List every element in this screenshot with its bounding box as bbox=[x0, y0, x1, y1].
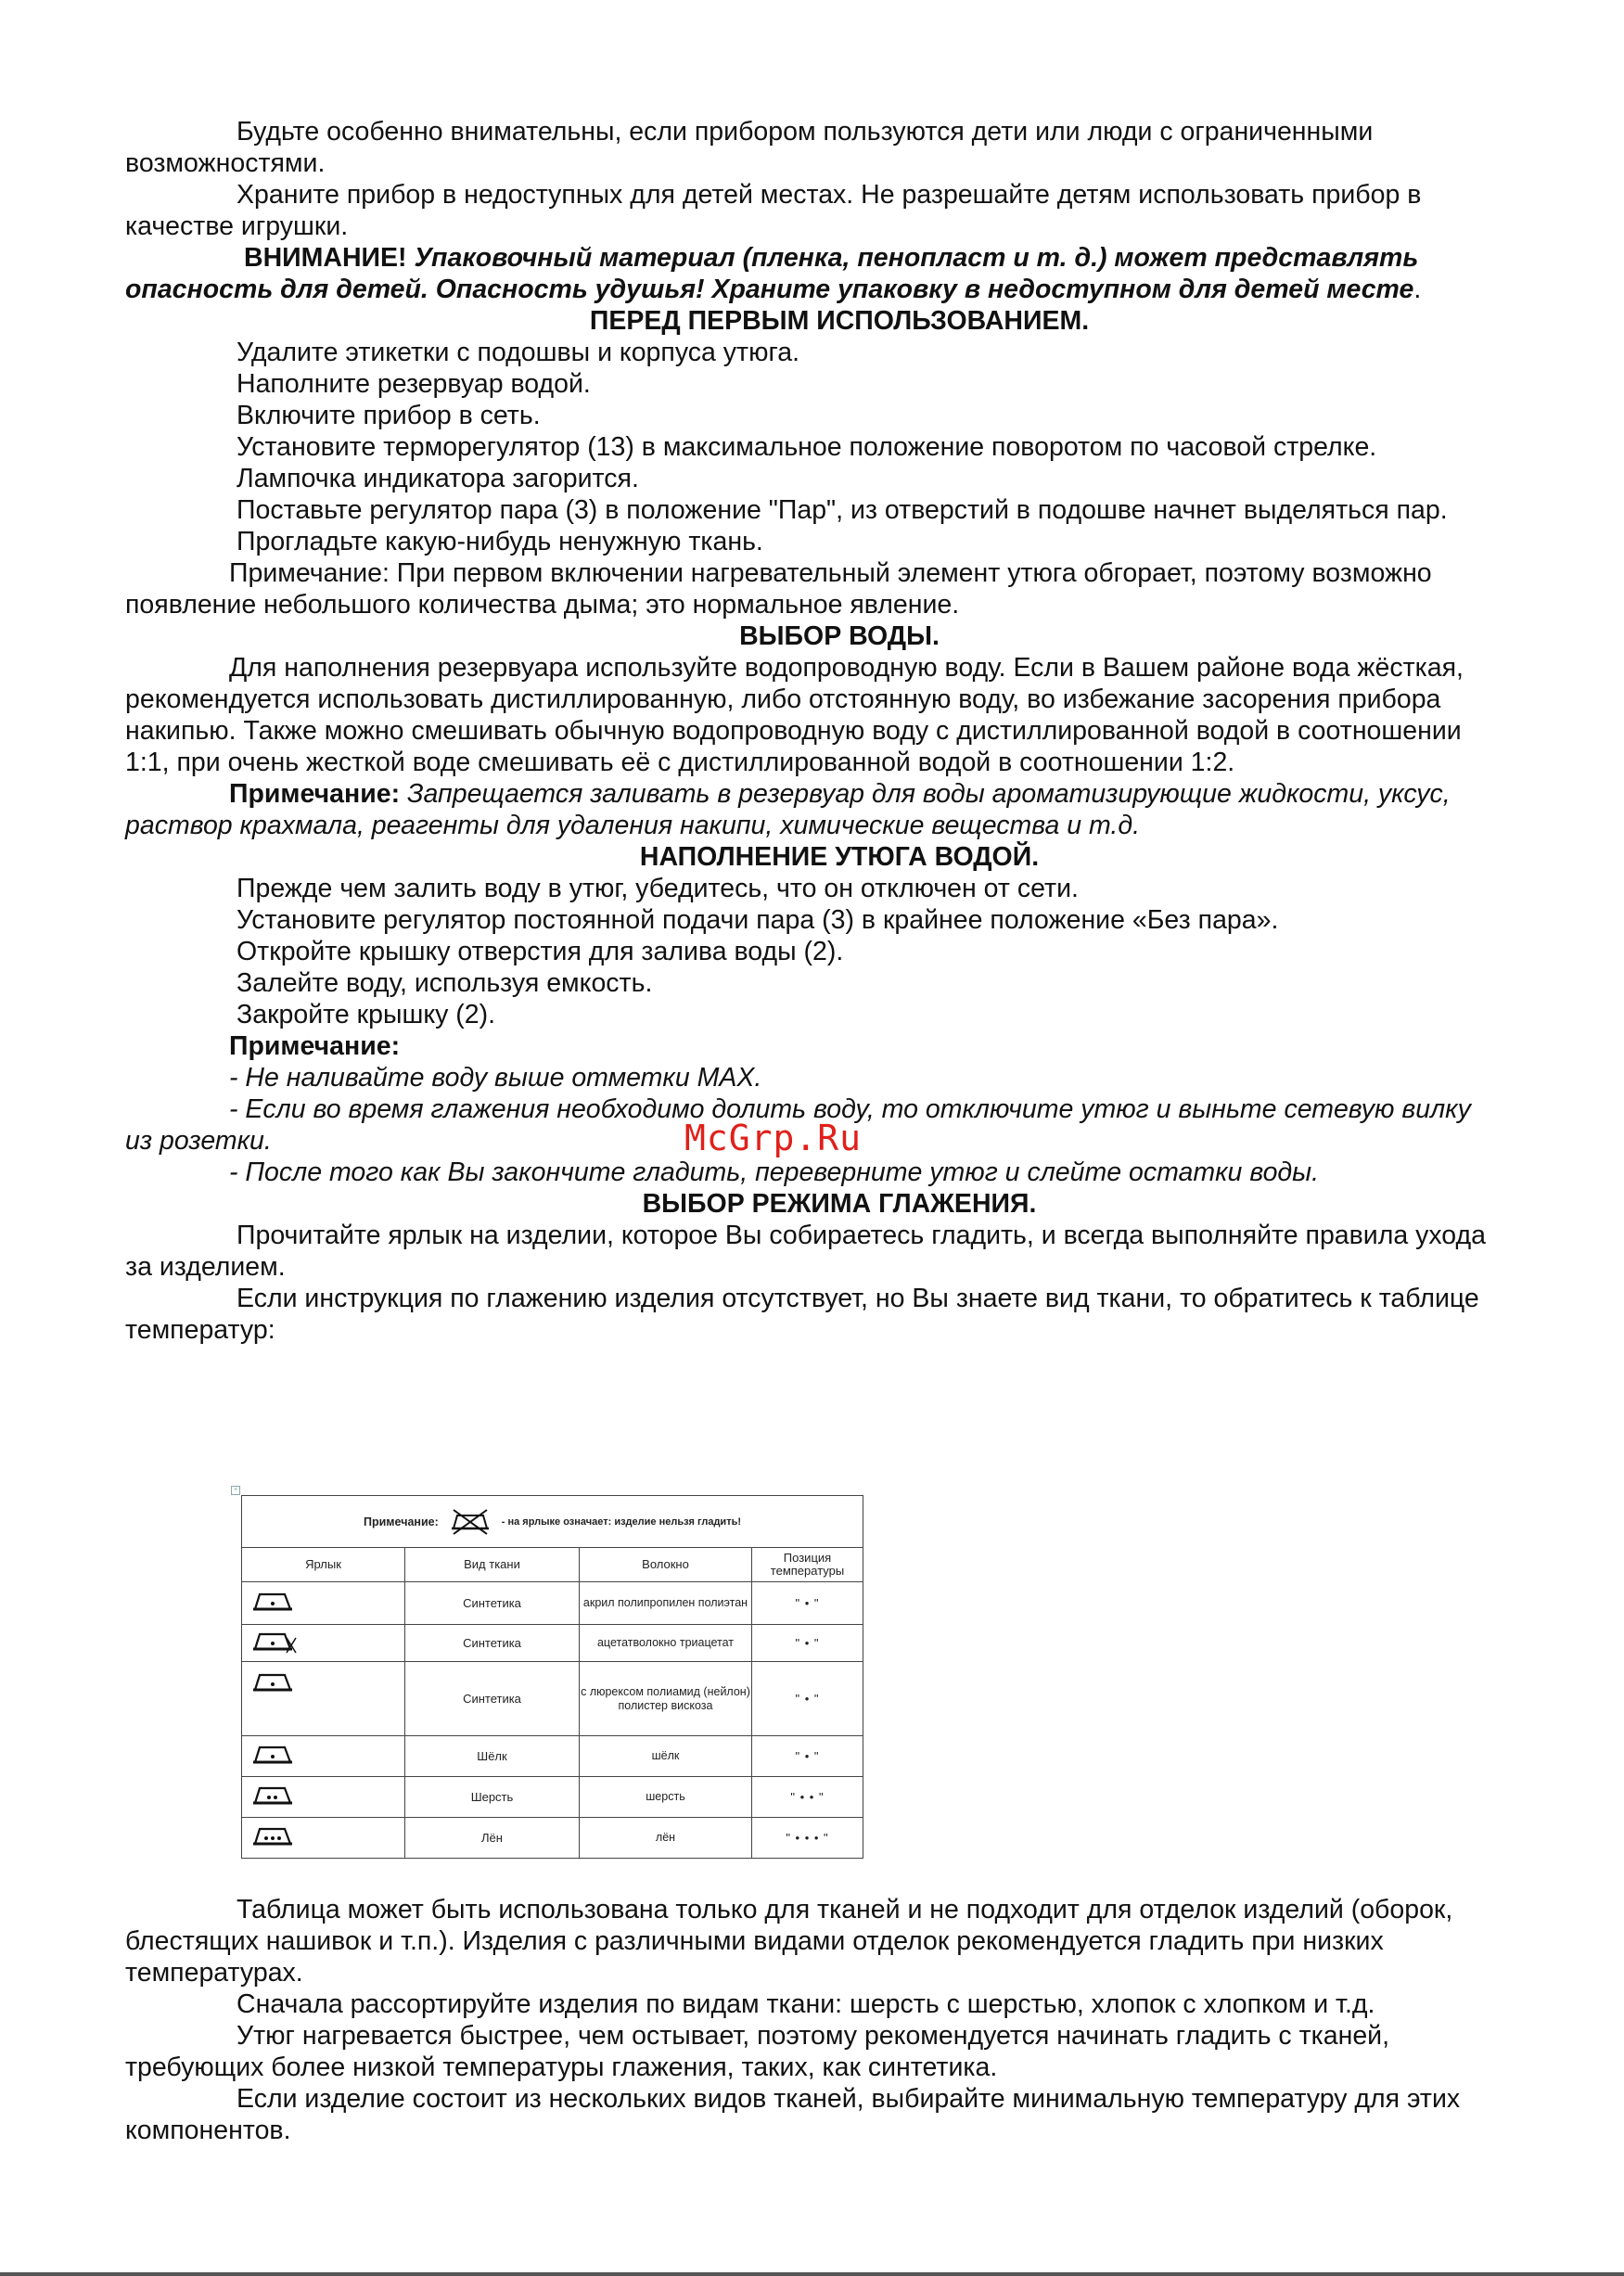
fabric-cell: Шёлк bbox=[405, 1736, 580, 1777]
table-anchor-icon: + bbox=[231, 1486, 240, 1495]
label-cell bbox=[242, 1662, 405, 1736]
position-cell: " • " bbox=[752, 1625, 863, 1662]
note-label: Примечание: bbox=[229, 1031, 401, 1061]
iron-two-dots-icon bbox=[251, 1783, 294, 1809]
step-item: Наполните резервуар водой. bbox=[237, 369, 591, 399]
iron-one-dot-icon bbox=[251, 1669, 294, 1695]
iron-no-steam-icon bbox=[251, 1629, 298, 1655]
fiber-cell: акрил полипропилен полиэтан bbox=[580, 1582, 752, 1625]
after-table-text: Утюг нагревается быстрее, чем остывает, поэтому рекомендуется начинать гладить с тканей, требующих более низкой температуры глажения, таких, как синтетика. bbox=[125, 2021, 1390, 2082]
after-table-text: Сначала рассортируйте изделия по видам ткани: шерсть с шерстью, хлопок с хлопком и т.д. bbox=[237, 1989, 1375, 2019]
step-item: Включите прибор в сеть. bbox=[237, 401, 541, 430]
table-note-label: Примечание: bbox=[364, 1515, 439, 1528]
filling-note-item bbox=[125, 1062, 1498, 1093]
fabric-cell: Синтетика bbox=[405, 1582, 580, 1625]
step-item: Закройте крышку (2). bbox=[237, 1000, 496, 1029]
position-cell: " • • " bbox=[752, 1777, 863, 1818]
label-cell bbox=[242, 1736, 405, 1777]
heading-ironing-mode: ВЫБОР РЕЖИМА ГЛАЖЕНИЯ. bbox=[642, 1189, 1037, 1219]
temperature-table bbox=[241, 1495, 863, 1859]
water-choice-note bbox=[125, 778, 1498, 841]
iron-one-dot-icon bbox=[251, 1589, 294, 1615]
fabric-cell: Синтетика bbox=[405, 1662, 580, 1736]
fabric-cell: Лён bbox=[405, 1818, 580, 1859]
paragraph-storage: Храните прибор в недоступных для детей местах. Не разрешайте детям использовать прибор в качестве игрушки. bbox=[125, 180, 1422, 241]
note-text: - После того как Вы закончите гладить, переверните утюг и слейте остатки воды. bbox=[229, 1157, 1320, 1187]
fiber-cell: ацетатволокно триацетат bbox=[580, 1625, 752, 1662]
label-cell bbox=[242, 1625, 405, 1662]
do-not-iron-icon bbox=[446, 1506, 494, 1538]
step-item: Прежде чем залить воду в утюг, убедитесь, что он отключен от сети. bbox=[237, 874, 1079, 903]
table-note-text: - на ярлыке означает: изделие нельзя гладить! bbox=[501, 1515, 742, 1528]
ironing-mode-text: Если инструкция по глажению изделия отсутствует, но Вы знаете вид ткани, то обратитесь к таблице температур: bbox=[125, 1284, 1479, 1345]
note-text: Запрещается заливать в резервуар для воды ароматизирующие жидкости, уксус, раствор крахмала, реагенты для удаления накипи, химические вещества и т.д. bbox=[125, 779, 1451, 840]
label-cell bbox=[242, 1818, 405, 1859]
step-item: Установите регулятор постоянной подачи пара (3) в крайнее положение «Без пара». bbox=[237, 905, 1279, 935]
page-bottom-border bbox=[0, 2272, 1624, 2276]
warning-end: . bbox=[1413, 275, 1422, 304]
table-row bbox=[242, 1736, 863, 1777]
position-cell: " • • • " bbox=[752, 1818, 863, 1859]
table-note-row bbox=[242, 1496, 863, 1548]
iron-three-dots-icon bbox=[251, 1823, 294, 1849]
label-cell bbox=[242, 1777, 405, 1818]
table-row bbox=[242, 1662, 863, 1736]
table-header-row bbox=[242, 1548, 863, 1582]
column-header: Вид ткани bbox=[405, 1548, 580, 1582]
ironing-mode-text: Прочитайте ярлык на изделии, которое Вы собираетесь гладить, и всегда выполняйте правила ухода за изделием. bbox=[125, 1221, 1486, 1282]
table-row bbox=[242, 1777, 863, 1818]
heading-before-first-use: ПЕРЕД ПЕРВЫМ ИСПОЛЬЗОВАНИЕМ. bbox=[589, 306, 1090, 336]
table-row bbox=[242, 1582, 863, 1625]
step-item: Залейте воду, используя емкость. bbox=[237, 968, 653, 998]
water-choice-text: Для наполнения резервуара используйте водопроводную воду. Если в Вашем районе вода жёсткая, рекомендуется использовать дистиллированную, либо отстоянную воду, во избежание засорения прибора накипью. Также можно смешивать обычную водопроводную воду с дистиллированной водой в соотношении 1:1, при очень жесткой воде смешивать её с дистиллированной водой в соотношении 1:2. bbox=[125, 653, 1464, 777]
bottom-text-block bbox=[125, 1894, 1498, 2146]
fiber-cell: с люрексом полиамид (нейлон) полистер вискоза bbox=[580, 1662, 752, 1736]
position-cell: " • " bbox=[752, 1582, 863, 1625]
note-text: - Если во время глажения необходимо долить воду, то отключите утюг и выньте сетевую вилку из розетки. bbox=[125, 1094, 1471, 1156]
label-cell bbox=[242, 1582, 405, 1625]
paragraph-children-warning: Будьте особенно внимательны, если прибором пользуются дети или люди с ограниченными возможностями. bbox=[125, 117, 1374, 178]
temperature-table-wrap bbox=[233, 1487, 863, 1860]
first-use-note: Примечание: При первом включении нагревательный элемент утюга обгорает, поэтому возможно появление небольшого количества дыма; это нормальное явление. bbox=[125, 558, 1432, 620]
warning-text: Упаковочный материал (пленка, пенопласт и т. д.) может представлять опасность для детей. Опасность удушья! Храните упаковку в недоступном для детей месте bbox=[125, 243, 1419, 304]
column-header: Волокно bbox=[580, 1548, 752, 1582]
filling-note-label bbox=[125, 1030, 1498, 1062]
heading-water-choice: ВЫБОР ВОДЫ. bbox=[739, 621, 940, 651]
watermark-text: McGrp.Ru bbox=[684, 1118, 863, 1158]
position-cell: " • " bbox=[752, 1736, 863, 1777]
fiber-cell: шёлк bbox=[580, 1736, 752, 1777]
top-text-block bbox=[125, 116, 1498, 1346]
fiber-cell: лён bbox=[580, 1818, 752, 1859]
step-item: Удалите этикетки с подошвы и корпуса утюга. bbox=[237, 338, 799, 367]
heading-filling: НАПОЛНЕНИЕ УТЮГА ВОДОЙ. bbox=[639, 842, 1040, 872]
packaging-warning bbox=[125, 242, 1498, 305]
step-item: Откройте крышку отверстия для залива воды (2). bbox=[237, 937, 844, 966]
step-item: Лампочка индикатора загорится. bbox=[237, 464, 639, 493]
step-item: Прогладьте какую-нибудь ненужную ткань. bbox=[237, 527, 763, 556]
after-table-text: Таблица может быть использована только для тканей и не подходит для отделок изделий (оборок, блестящих нашивок и т.п.). Изделия с различными видами отделок рекомендуется гладить при низких температурах. bbox=[125, 1895, 1453, 1988]
note-text: - Не наливайте воду выше отметки MAX. bbox=[229, 1063, 762, 1093]
table-row bbox=[242, 1818, 863, 1859]
step-item: Поставьте регулятор пара (3) в положение "Пар", из отверстий в подошве начнет выделяться пар. bbox=[237, 495, 1448, 525]
position-cell: " • " bbox=[752, 1662, 863, 1736]
column-header: Ярлык bbox=[242, 1548, 405, 1582]
step-item: Установите терморегулятор (13) в максимальное положение поворотом по часовой стрелке. bbox=[237, 432, 1377, 462]
iron-one-dot-icon bbox=[251, 1742, 294, 1768]
fabric-cell: Шерсть bbox=[405, 1777, 580, 1818]
column-header: Позиция температуры bbox=[752, 1548, 863, 1582]
after-table-text: Если изделие состоит из нескольких видов тканей, выбирайте минимальную температуру для этих компонентов. bbox=[125, 2084, 1461, 2145]
warning-label: ВНИМАНИЕ! bbox=[244, 243, 407, 273]
fabric-cell: Синтетика bbox=[405, 1625, 580, 1662]
note-label: Примечание: bbox=[229, 779, 401, 809]
table-row bbox=[242, 1625, 863, 1662]
fiber-cell: шерсть bbox=[580, 1777, 752, 1818]
filling-note-item bbox=[125, 1157, 1498, 1188]
